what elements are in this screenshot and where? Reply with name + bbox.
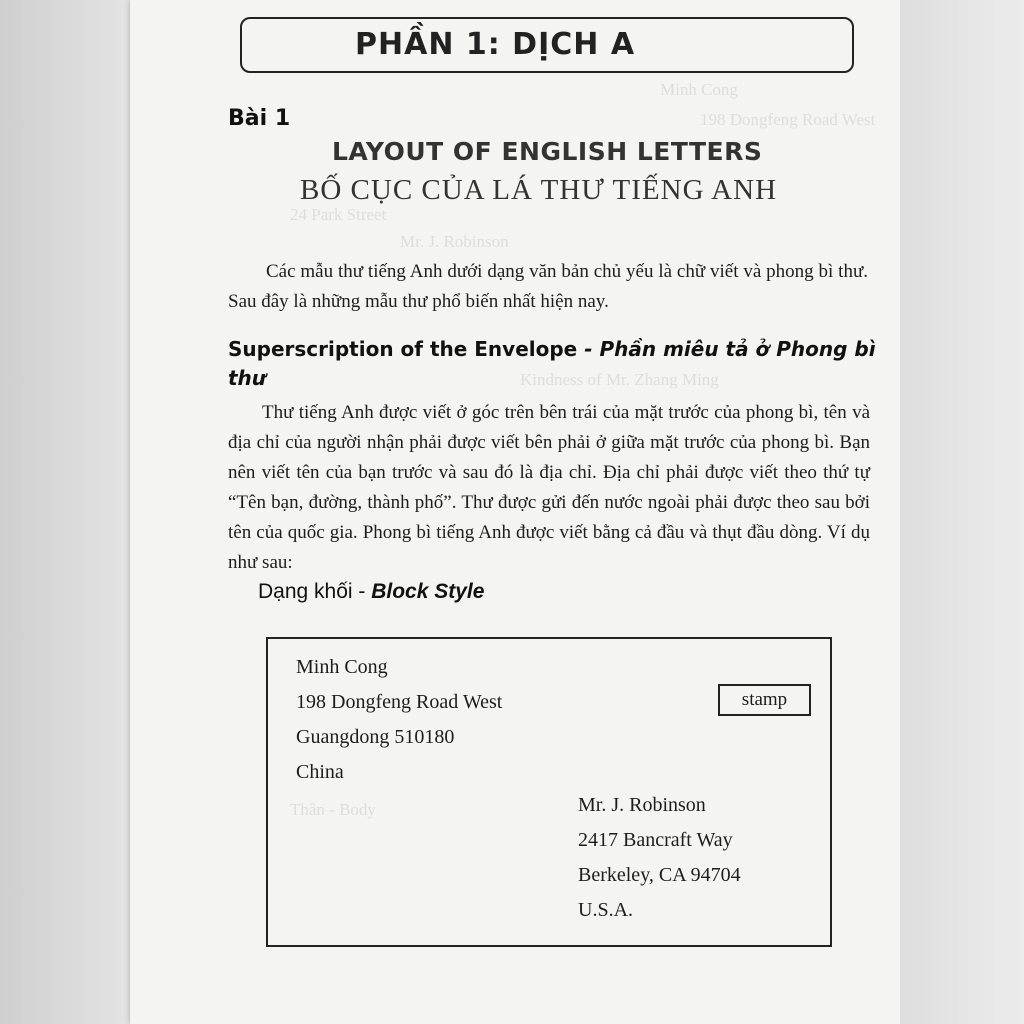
intro-paragraph: Các mẫu thư tiếng Anh dưới dạng văn bản chủ yếu là chữ viết và phong bì thư. Sau đây là những mẫu thư phổ biến nhất hiện nay. (228, 261, 868, 312)
sender-line: China (296, 761, 344, 783)
lesson-title-english: LAYOUT OF ENGLISH LETTERS (332, 137, 763, 166)
block-style-subheading (258, 580, 484, 604)
lesson-label: Bài 1 (228, 106, 291, 131)
sender-address (296, 650, 502, 790)
sender-line: Guangdong 510180 (296, 726, 455, 748)
stamp-box: stamp (718, 684, 811, 716)
bleed-through-text: 198 Dongfeng Road West (700, 110, 876, 129)
sender-line: Minh Cong (296, 656, 388, 678)
recipient-line: Berkeley, CA 94704 (578, 864, 741, 886)
recipient-line: 2417 Bancraft Way (578, 829, 733, 851)
subheading-prefix: Dạng khối - (258, 580, 372, 603)
bleed-through-text: Mr. J. Robinson (400, 232, 509, 251)
bleed-through-text: Kindness of Mr. Zhang Ming (520, 370, 719, 389)
recipient-address (578, 788, 741, 928)
subheading-style: Block Style (371, 580, 485, 603)
bleed-through-text: 24 Park Street (290, 205, 387, 224)
bleed-through-text: Thân - Body (290, 800, 376, 819)
bleed-through-text: Minh Cong (660, 80, 738, 99)
section-heading-english: Superscription of the Envelope (228, 337, 578, 361)
lesson-title-vietnamese: BỐ CỤC CỦA LÁ THƯ TIẾNG ANH (300, 174, 778, 206)
section-body-paragraph: Thư tiếng Anh được viết ở góc trên bên trái của mặt trước của phong bì, tên và địa chỉ của người nhận phải được viết bên phải ở giữa mặt trước của phong bì. Bạn nên viết tên của bạn trước và sau đó là địa chỉ. Địa chỉ phải được viết theo thứ tự “Tên bạn, đường, thành phố”. Thư được gửi đến nước ngoài phải được theo sau bởi tên của quốc gia. Phong bì tiếng Anh được viết bằng cả đầu và thụt đầu dòng. Ví dụ như sau: (228, 402, 870, 573)
section-heading-vietnamese: Phần miêu tả ở Phong bì thư (228, 337, 876, 390)
page-gutter (0, 0, 130, 1024)
part-title: PHẦN 1: DỊCH A (355, 27, 636, 62)
section-heading-separator: - (577, 337, 600, 361)
recipient-line: U.S.A. (578, 899, 634, 921)
recipient-line: Mr. J. Robinson (578, 794, 706, 816)
section-heading (228, 335, 878, 393)
page-edge (900, 0, 1024, 1024)
sender-line: 198 Dongfeng Road West (296, 691, 503, 713)
